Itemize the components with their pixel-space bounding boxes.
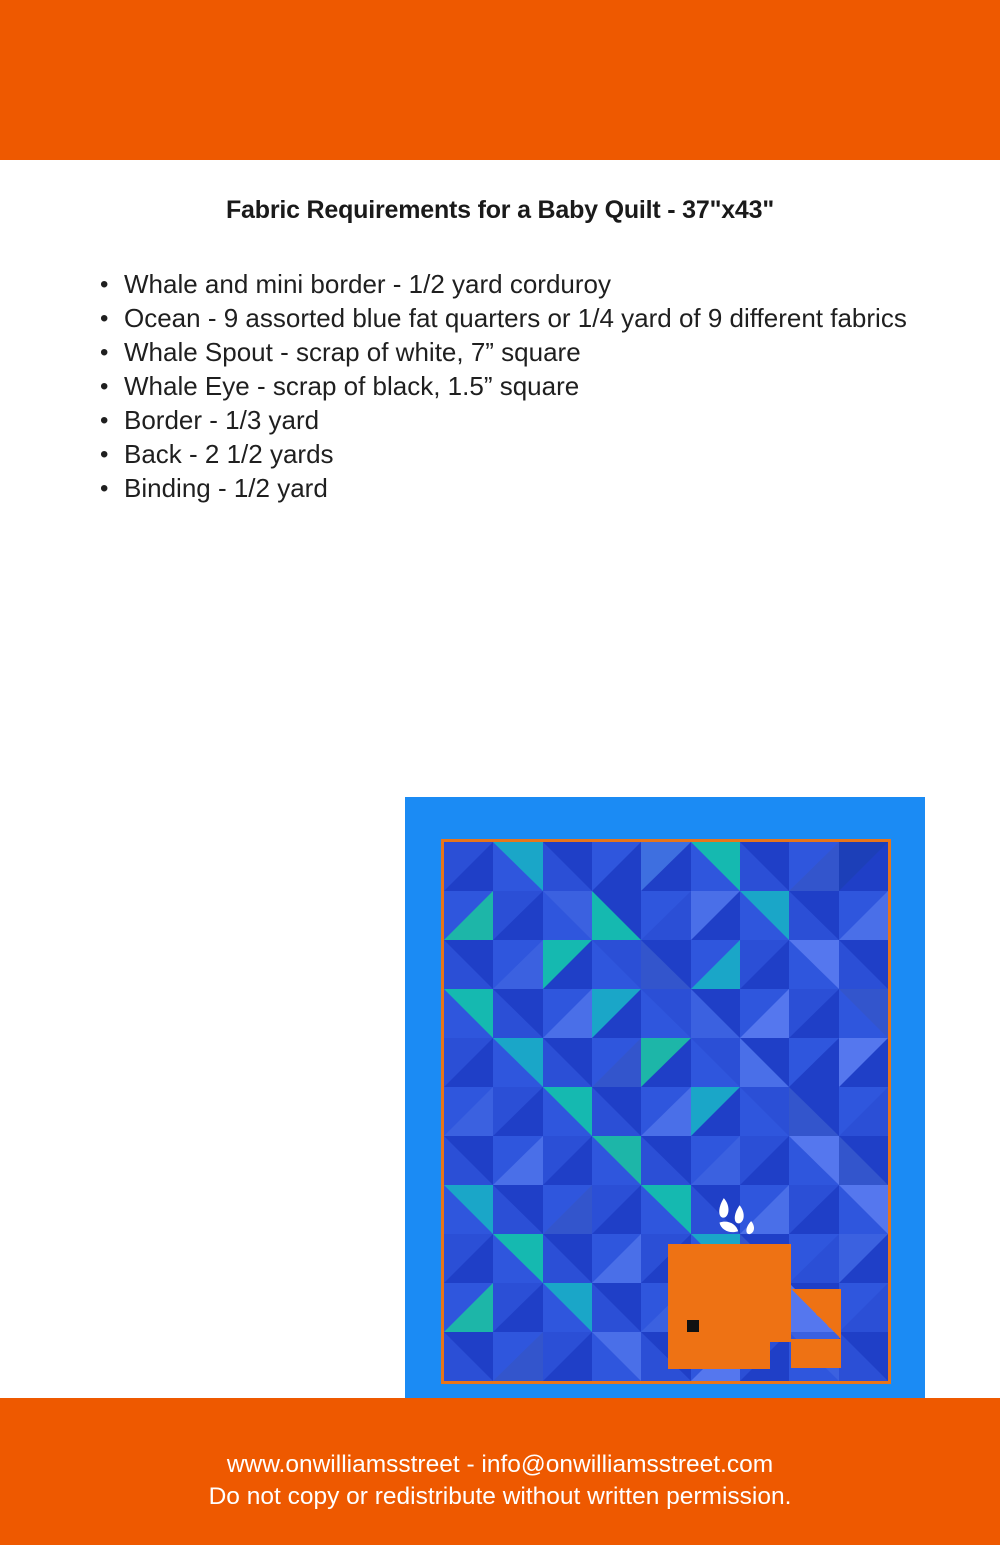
quilt-patch	[592, 989, 641, 1038]
half-square-triangle	[691, 1038, 740, 1087]
half-square-triangle	[493, 1087, 542, 1136]
half-square-triangle	[839, 1185, 888, 1234]
quilt-patch	[493, 1234, 542, 1283]
half-square-triangle	[543, 1283, 592, 1332]
quilt-patch	[740, 940, 789, 989]
half-square-triangle	[839, 891, 888, 940]
half-square-triangle	[493, 940, 542, 989]
quilt-patch	[444, 1038, 493, 1087]
quilt-patch	[839, 1185, 888, 1234]
half-square-triangle	[691, 891, 740, 940]
quilt-patch	[493, 1283, 542, 1332]
half-square-triangle	[592, 1185, 641, 1234]
half-square-triangle	[444, 1185, 493, 1234]
half-square-triangle	[592, 989, 641, 1038]
whale-lower-fin-shape	[668, 1342, 769, 1369]
quilt-patch	[592, 940, 641, 989]
quilt-patch	[641, 989, 690, 1038]
quilt-patch	[444, 1136, 493, 1185]
half-square-triangle	[543, 891, 592, 940]
half-square-triangle	[839, 1136, 888, 1185]
half-square-triangle	[839, 1087, 888, 1136]
quilt-patch	[789, 1136, 838, 1185]
quilt-patch	[444, 1185, 493, 1234]
quilt-patch	[444, 989, 493, 1038]
quilt-patch	[641, 1038, 690, 1087]
half-square-triangle	[592, 1087, 641, 1136]
half-square-triangle	[444, 891, 493, 940]
footer-line-copyright: Do not copy or redistribute without written permission.	[208, 1483, 792, 1510]
half-square-triangle	[493, 842, 542, 891]
quilt-patch	[592, 1136, 641, 1185]
list-item	[100, 370, 930, 404]
quilt-patch	[839, 989, 888, 1038]
half-square-triangle	[592, 842, 641, 891]
quilt-patch	[493, 1087, 542, 1136]
whale-tail-upper-shape	[791, 1289, 841, 1340]
quilt-patch	[543, 842, 592, 891]
quilt-patch	[641, 842, 690, 891]
half-square-triangle	[493, 1136, 542, 1185]
half-square-triangle	[789, 940, 838, 989]
bullet-icon: •	[100, 339, 109, 366]
half-square-triangle	[740, 891, 789, 940]
requirement-text: Binding - 1/2 yard	[124, 473, 328, 503]
quilt-patch	[789, 1234, 838, 1283]
quilt-patch	[543, 1087, 592, 1136]
quilt-patch	[444, 1087, 493, 1136]
list-item	[100, 336, 930, 370]
list-item	[100, 268, 930, 302]
quilt-patch	[789, 842, 838, 891]
quilt-patch	[839, 1332, 888, 1381]
quilt-patch	[444, 891, 493, 940]
bullet-icon: •	[100, 475, 109, 502]
half-square-triangle	[789, 1136, 838, 1185]
quilt-patch	[444, 940, 493, 989]
requirement-text: Border - 1/3 yard	[124, 405, 320, 435]
half-square-triangle	[839, 1234, 888, 1283]
half-square-triangle	[592, 1234, 641, 1283]
half-square-triangle	[543, 1038, 592, 1087]
quilt-patch	[493, 1038, 542, 1087]
half-square-triangle	[444, 1136, 493, 1185]
half-square-triangle	[444, 842, 493, 891]
half-square-triangle	[592, 891, 641, 940]
half-square-triangle	[839, 1332, 888, 1381]
half-square-triangle	[493, 1332, 542, 1381]
half-square-triangle	[839, 1283, 888, 1332]
half-square-triangle	[543, 1087, 592, 1136]
quilt-patch	[592, 842, 641, 891]
bullet-icon: •	[100, 271, 109, 298]
requirement-text: Ocean - 9 assorted blue fat quarters or 1/4 yard of 9 different fabrics	[124, 303, 907, 333]
quilt-patch	[543, 1038, 592, 1087]
quilt-patch	[592, 1038, 641, 1087]
footer-line-website: www.onwilliamsstreet - info@onwilliamsstreet.com	[226, 1451, 774, 1478]
quilt-patch	[641, 1087, 690, 1136]
quilt-mini-border	[441, 839, 891, 1384]
half-square-triangle	[641, 842, 690, 891]
quilt-patch	[444, 1234, 493, 1283]
half-square-triangle	[493, 891, 542, 940]
half-square-triangle	[444, 989, 493, 1038]
requirement-text: Whale Spout - scrap of white, 7” square	[124, 337, 581, 367]
half-square-triangle	[641, 1038, 690, 1087]
quilt-patch	[444, 842, 493, 891]
half-square-triangle	[641, 1087, 690, 1136]
half-square-triangle	[543, 1185, 592, 1234]
quilt-patch	[493, 1136, 542, 1185]
quilt-patch	[543, 1136, 592, 1185]
half-square-triangle	[789, 891, 838, 940]
quilt-patch	[789, 1185, 838, 1234]
requirement-text: Back - 2 1/2 yards	[124, 439, 334, 469]
half-square-triangle	[641, 1185, 690, 1234]
quilt-patch	[839, 1234, 888, 1283]
half-square-triangle	[789, 1185, 838, 1234]
quilt-patch	[839, 1087, 888, 1136]
half-square-triangle	[444, 1283, 493, 1332]
quilt-patch	[592, 1087, 641, 1136]
half-square-triangle	[839, 842, 888, 891]
quilt-patch	[493, 842, 542, 891]
quilt-patch	[543, 891, 592, 940]
half-square-triangle	[543, 940, 592, 989]
quilt-patch	[493, 1185, 542, 1234]
half-square-triangle	[444, 1038, 493, 1087]
quilt-patch	[543, 1234, 592, 1283]
page-title: Fabric Requirements for a Baby Quilt - 37"x43"	[225, 196, 774, 224]
half-square-triangle	[444, 1332, 493, 1381]
half-square-triangle	[691, 1136, 740, 1185]
footer-text	[0, 1449, 1000, 1513]
half-square-triangle	[839, 989, 888, 1038]
half-square-triangle	[493, 1283, 542, 1332]
half-square-triangle	[691, 1087, 740, 1136]
quilt-patch	[839, 1283, 888, 1332]
half-square-triangle	[641, 989, 690, 1038]
quilt-patch	[592, 1332, 641, 1381]
half-square-triangle	[641, 891, 690, 940]
quilt-patch	[839, 1038, 888, 1087]
half-square-triangle	[691, 940, 740, 989]
quilt-patch	[691, 891, 740, 940]
quilt-patch	[543, 1185, 592, 1234]
half-square-triangle	[740, 1136, 789, 1185]
half-square-triangle	[592, 1136, 641, 1185]
quilt-diagram	[405, 797, 925, 1426]
quilt-patch	[493, 891, 542, 940]
quilt-patch	[691, 989, 740, 1038]
quilt-patch	[789, 891, 838, 940]
quilt-patch	[444, 1283, 493, 1332]
quilt-patch	[740, 891, 789, 940]
half-square-triangle	[444, 1234, 493, 1283]
quilt-patch	[789, 1087, 838, 1136]
quilt-patch	[740, 989, 789, 1038]
half-square-triangle	[789, 1234, 838, 1283]
quilt-patch	[592, 891, 641, 940]
half-square-triangle	[543, 989, 592, 1038]
bullet-icon: •	[100, 305, 109, 332]
half-square-triangle	[493, 1185, 542, 1234]
half-square-triangle	[592, 1038, 641, 1087]
requirement-text: Whale and mini border - 1/2 yard corduroy	[124, 269, 612, 299]
half-square-triangle	[543, 1332, 592, 1381]
quilt-patch	[839, 842, 888, 891]
quilt-patch	[641, 1136, 690, 1185]
quilt-patch	[740, 1038, 789, 1087]
quilt-patch	[789, 1038, 838, 1087]
header-color-band	[0, 0, 1000, 160]
half-square-triangle	[839, 1038, 888, 1087]
quilt-patch	[543, 1283, 592, 1332]
half-square-triangle	[543, 1136, 592, 1185]
quilt-patch	[691, 1038, 740, 1087]
half-square-triangle	[543, 1234, 592, 1283]
list-item	[100, 404, 930, 438]
list-item	[100, 472, 930, 506]
half-square-triangle	[789, 989, 838, 1038]
quilt-patch	[641, 940, 690, 989]
list-item	[100, 302, 930, 336]
fabric-requirements-list	[100, 268, 930, 506]
half-square-triangle	[493, 1234, 542, 1283]
half-square-triangle	[691, 989, 740, 1038]
quilt-patch	[592, 1185, 641, 1234]
quilt-patch	[592, 1283, 641, 1332]
whale-spout-icon	[695, 1189, 767, 1249]
half-square-triangle	[740, 940, 789, 989]
quilt-patch	[740, 1136, 789, 1185]
half-square-triangle	[691, 842, 740, 891]
quilt-patch	[543, 940, 592, 989]
quilt-patch	[493, 940, 542, 989]
bullet-icon: •	[100, 441, 109, 468]
half-square-triangle	[740, 1087, 789, 1136]
quilt-patch	[592, 1234, 641, 1283]
bullet-icon: •	[100, 407, 109, 434]
half-square-triangle	[740, 1038, 789, 1087]
half-square-triangle	[839, 940, 888, 989]
half-square-triangle	[592, 1283, 641, 1332]
list-item	[100, 438, 930, 472]
quilt-patch	[691, 1087, 740, 1136]
half-square-triangle	[641, 940, 690, 989]
half-square-triangle	[740, 989, 789, 1038]
quilt-patch	[641, 891, 690, 940]
quilt-patch	[789, 989, 838, 1038]
half-square-triangle	[592, 1332, 641, 1381]
whale-eye-square	[687, 1320, 700, 1333]
half-square-triangle	[444, 1087, 493, 1136]
quilt-patch	[691, 1136, 740, 1185]
quilt-patch	[444, 1332, 493, 1381]
whale-tail-lower-shape	[791, 1339, 841, 1367]
half-square-triangle	[592, 940, 641, 989]
half-square-triangle	[740, 842, 789, 891]
half-square-triangle	[543, 842, 592, 891]
quilt-patch	[493, 1332, 542, 1381]
half-square-triangle	[493, 989, 542, 1038]
quilt-patch	[543, 989, 592, 1038]
quilt-patch	[839, 940, 888, 989]
half-square-triangle	[641, 1136, 690, 1185]
half-square-triangle	[789, 1038, 838, 1087]
half-square-triangle	[444, 940, 493, 989]
quilt-patch	[839, 1136, 888, 1185]
half-square-triangle	[493, 1038, 542, 1087]
quilt-patch	[789, 940, 838, 989]
quilt-patch	[740, 1087, 789, 1136]
bullet-icon: •	[100, 373, 109, 400]
quilt-patch	[493, 989, 542, 1038]
quilt-patch	[641, 1185, 690, 1234]
quilt-patch	[543, 1332, 592, 1381]
half-square-triangle	[789, 1087, 838, 1136]
quilt-patch	[691, 842, 740, 891]
requirement-text: Whale Eye - scrap of black, 1.5” square	[124, 371, 580, 401]
half-square-triangle	[789, 842, 838, 891]
quilt-patch	[691, 940, 740, 989]
quilt-patch	[740, 842, 789, 891]
quilt-patch	[839, 891, 888, 940]
